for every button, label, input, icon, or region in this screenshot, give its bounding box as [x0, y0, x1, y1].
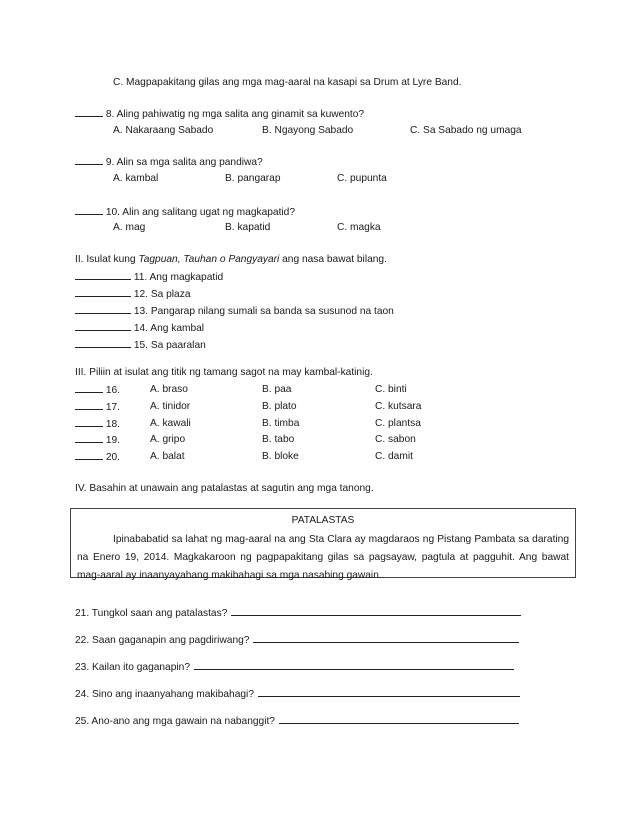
item-16 — [75, 383, 120, 397]
section-2-prefix: II. Isulat kung — [75, 254, 139, 265]
item-18-choice-a: A. kawali — [150, 418, 191, 429]
answer-blank-15[interactable] — [75, 338, 131, 348]
question-24 — [75, 686, 520, 701]
answer-blank-16[interactable] — [75, 383, 103, 393]
question-21 — [75, 605, 521, 620]
question-8 — [75, 107, 364, 121]
item-16-num: 16. — [105, 385, 121, 396]
section-2-suffix: ang nasa bawat bilang. — [279, 254, 387, 265]
q8-choice-b: B. Ngayong Sabado — [262, 125, 354, 136]
item-11-text: 11. Ang magkapatid — [133, 272, 224, 283]
question-22-text: 22. Saan gaganapin ang pagdiriwang? — [75, 635, 250, 646]
answer-blank-8[interactable] — [75, 107, 103, 117]
item-17-choice-a: A. tinidor — [150, 401, 191, 412]
item-20-num: 20. — [105, 452, 121, 463]
answer-blank-17[interactable] — [75, 400, 103, 410]
q10-choice-a: A. mag — [113, 222, 146, 233]
item-17 — [75, 400, 120, 414]
item-12 — [75, 287, 190, 301]
answer-line-25[interactable] — [279, 713, 519, 724]
q8-choice-c: C. Sa Sabado ng umaga — [410, 125, 522, 136]
question-21-text: 21. Tungkol saan ang patalastas? — [75, 608, 228, 619]
question-25 — [75, 713, 519, 728]
item-16-choice-a: A. braso — [150, 384, 188, 395]
item-16-choice-c: C. binti — [375, 384, 407, 395]
question-23 — [75, 659, 514, 674]
section-3-heading: III. Piliin at isulat ang titik ng tamang sagot na may kambal-katinig. — [75, 367, 373, 378]
item-20-choice-a: A. balat — [150, 451, 185, 462]
section-2-heading — [75, 253, 387, 266]
answer-line-21[interactable] — [231, 605, 521, 616]
item-20 — [75, 450, 120, 464]
item-18-choice-b: B. timba — [262, 418, 300, 429]
item-17-choice-c: C. kutsara — [375, 401, 422, 412]
item-13 — [75, 304, 394, 318]
item-12-text: 12. Sa plaza — [133, 289, 191, 300]
item-15 — [75, 338, 206, 352]
item-19-choice-c: C. sabon — [375, 434, 416, 445]
question-8-text: 8. Aling pahiwatig ng mga salita ang ginamit sa kuwento? — [105, 109, 365, 120]
answer-blank-18[interactable] — [75, 417, 103, 427]
answer-blank-14[interactable] — [75, 321, 131, 331]
question-24-text: 24. Sino ang inaanyahang makibahagi? — [75, 689, 254, 700]
item-15-text: 15. Sa paaralan — [133, 340, 206, 351]
item-19 — [75, 433, 120, 447]
announcement-text: Ipinababatid sa lahat ng mag-aaral na ang Sta Clara ay magdaraos ng Pistang Pambata sa darating na Enero 19, 2014. Magkakaroon ng pagpapakitang gilas sa pagsayaw, pagtula at pagguhit. Ang bawat mag-aaral ay inaanyayahang makibahagi sa mga nasabing gawain. — [77, 534, 569, 581]
answer-blank-20[interactable] — [75, 450, 103, 460]
answer-blank-13[interactable] — [75, 304, 131, 314]
item-11 — [75, 270, 223, 284]
question-9 — [75, 155, 263, 169]
q10-choice-c: C. magka — [337, 222, 381, 233]
item-13-text: 13. Pangarap nilang sumali sa banda sa susunod na taon — [133, 306, 394, 317]
answer-blank-9[interactable] — [75, 155, 103, 165]
item-19-choice-b: B. tabo — [262, 434, 295, 445]
q9-choice-b: B. pangarap — [225, 173, 281, 184]
announcement-box — [70, 508, 576, 581]
q10-choice-b: B. kapatid — [225, 222, 271, 233]
item-17-num: 17. — [105, 402, 121, 413]
answer-blank-12[interactable] — [75, 287, 131, 297]
item-18-num: 18. — [105, 419, 121, 430]
question-22 — [75, 632, 519, 647]
item-14 — [75, 321, 204, 335]
answer-blank-11[interactable] — [75, 270, 131, 280]
q8-choice-a: A. Nakaraang Sabado — [113, 125, 214, 136]
question-10 — [75, 205, 295, 219]
item-20-choice-c: C. damit — [375, 451, 413, 462]
item-16-choice-b: B. paa — [262, 384, 292, 395]
question-9-text: 9. Alin sa mga salita ang pandiwa? — [105, 157, 263, 168]
item-18-choice-c: C. plantsa — [375, 418, 421, 429]
q9-choice-c: C. pupunta — [337, 173, 387, 184]
section-2-italic: Tagpuan, Tauhan o Pangyayari — [138, 254, 280, 265]
item-18 — [75, 417, 120, 431]
question-10-text: 10. Alin ang salitang ugat ng magkapatid? — [105, 207, 296, 218]
answer-blank-10[interactable] — [75, 205, 103, 215]
announcement-body — [77, 531, 569, 585]
option-c-line: C. Magpapakitang gilas ang mga mag-aaral na kasapi sa Drum at Lyre Band. — [113, 77, 462, 88]
item-19-choice-a: A. gripo — [150, 434, 186, 445]
answer-line-23[interactable] — [194, 659, 514, 670]
answer-line-24[interactable] — [258, 686, 520, 697]
item-19-num: 19. — [105, 435, 121, 446]
answer-blank-19[interactable] — [75, 433, 103, 443]
q9-choice-a: A. kambal — [113, 173, 159, 184]
announcement-title: PATALASTAS — [291, 515, 355, 526]
item-14-text: 14. Ang kambal — [133, 323, 205, 334]
question-25-text: 25. Ano-ano ang mga gawain na nabanggit? — [75, 716, 275, 727]
section-4-heading: IV. Basahin at unawain ang patalastas at sagutin ang mga tanong. — [75, 483, 374, 494]
item-17-choice-b: B. plato — [262, 401, 297, 412]
item-20-choice-b: B. bloke — [262, 451, 299, 462]
answer-line-22[interactable] — [253, 632, 519, 643]
question-23-text: 23. Kailan ito gaganapin? — [75, 662, 190, 673]
